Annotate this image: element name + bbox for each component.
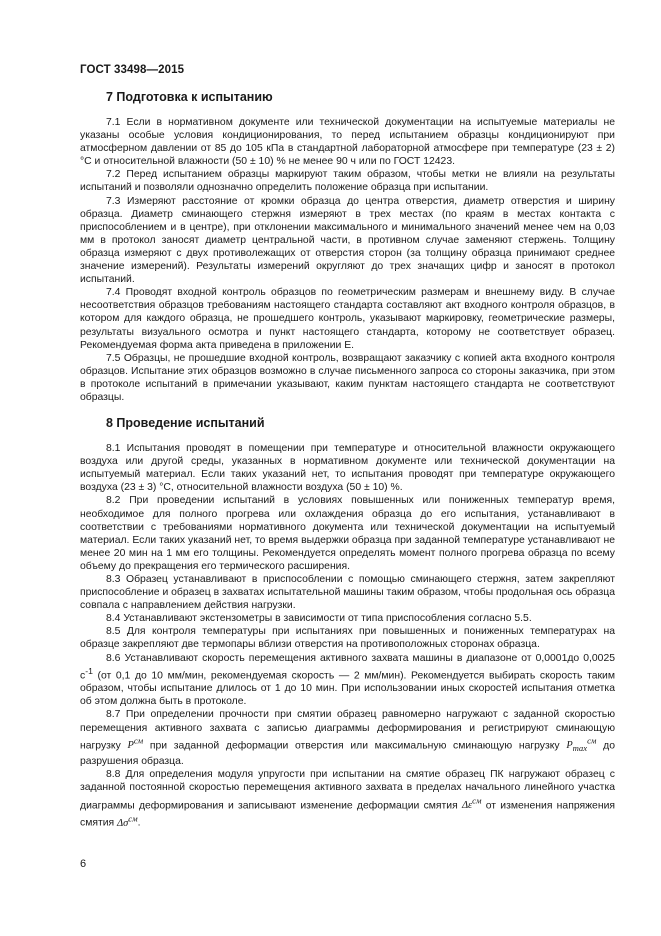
paragraph-8-7	[80, 708, 615, 768]
section-7	[80, 90, 615, 404]
p87-text-b: при заданной деформации отверстия или максимальную сминающую нагрузку	[143, 740, 567, 752]
formula-p-cm-symbol: P	[127, 740, 134, 752]
section-8-title: 8 Проведение испытаний	[106, 416, 265, 431]
paragraph-7-2: 7.2 Перед испытанием образцы маркируют таким образом, чтобы метки не влияли на результаты испытаний и позволяли однозначно определить положение образца при испытании.	[80, 169, 615, 194]
section-7-title: 7 Подготовка к испытанию	[106, 90, 273, 104]
formula-p-max-symbol: P	[566, 740, 573, 752]
paragraph-8-5: 8.5 Для контроля температуры при испытаниях при повышенных и пониженных температурах на образце закрепляют две термопары вблизи отверстия на противоположных сторонах образца.	[80, 626, 615, 651]
formula-delta-sigma	[117, 813, 138, 829]
formula-p-max-cm	[566, 735, 597, 754]
formula-delta-eps-symbol: Δε	[461, 799, 473, 811]
section-8	[80, 416, 615, 830]
p88-text-b: от изменения напряжения смятия	[80, 799, 616, 829]
p88-text-a: 8.8 Для определения модуля упругости при испытании на смятие образец ПК нагружают образец с заданной постоянной скоростью перемещения активного захвата в пределах начального линейного участка диаграммы деформирования и записывают изменение деформации смятия	[80, 769, 615, 811]
formula-delta-sigma-sup: см	[128, 813, 138, 824]
standard-header: ГОСТ 33498—2015	[80, 64, 185, 76]
formula-p-max-sub: max	[572, 743, 588, 754]
paragraph-8-1: 8.1 Испытания проводят в помещении при температуре и относительной влажности окружающего воздуха или другой среды, указанных в нормативном документе или технической документации на испытуемый материал. Если таких указаний нет, то испытания проводят при температуре окружающего воздуха (23 ± 3) °С, относительной влажности воздуха (50 ± 10) %.	[80, 443, 615, 494]
formula-delta-eps	[461, 795, 482, 811]
p88-text-c: .	[137, 817, 141, 829]
p86-text-b: (от 0,1 до 10 мм/мин, рекомендуемая скорость — 2 мм/мин). Рекомендуется выбирать скорость таким образом, чтобы испытание длилось от 1 до 10 мин. При использовании иных скоростей испытания отметка об этом должна быть в протоколе.	[80, 670, 615, 708]
paragraph-7-1: 7.1 Если в нормативном документе или технической документации на испытуемые материалы не указаны особые условия кондиционирования, то перед испытанием образцы кондиционируют при атмосферном давлении от 85 до 105 кПа в стандартной лабораторной атмосфере при температуре (23 ± 2) °С и относительной влажности (50 ± 10) % не менее 90 ч или по ГОСТ 12423.	[80, 117, 615, 168]
p86-exponent: -1	[85, 665, 93, 676]
paragraph-8-2: 8.2 При проведении испытаний в условиях повышенных или пониженных температур время, необходимое для полного прогрева или охлаждения образца до его испытания, устанавливают в соответствии с требованиями нормативного документа или технической документации на испытуемый материал. Если таких указаний нет, то время выдержки образца при заданной температуре устанавливают не менее 20 мин на 1 мм его толщины. Рекомендуется определять момент полного прогрева образца по всему объему до прекращения его термического расширения.	[80, 495, 615, 572]
p86-text-a: 8.6 Устанавливают скорость перемещения активного захвата машины в диапазоне от 0,0001до 0,0025 с	[80, 652, 615, 682]
formula-p-cm	[127, 735, 144, 752]
formula-p-max-sup: см	[587, 735, 597, 746]
p87-text-c: до разрушения образца.	[80, 740, 615, 768]
formula-p-cm-sup: см	[133, 735, 144, 746]
page-content	[80, 88, 615, 830]
paragraph-8-8	[80, 768, 615, 829]
paragraph-7-3: 7.3 Измеряют расстояние от кромки образца до центра отверстия, диаметр отверстия и ширину образца. Диаметр сминающего стержня измеряют в трех местах (по краям в местах контакта с приспособлением и в центре), при отклонении максимального и минимального значений менее чем на 0,03 мм в протокол заносят диаметр центральной части, в противном случае заменяют стержень. Толщину образца измеряют с двух противолежащих от отверстия сторон (за толщину образца принимают среднее значение измерений). Результаты измерений округляют до трех значащих цифр и заносят в протокол испытаний.	[80, 195, 615, 286]
page-number: 6	[80, 858, 87, 870]
paragraph-7-4: 7.4 Проводят входной контроль образцов по геометрическим размерам и внешнему виду. В случае несоответствия образцов требованиям настоящего стандарта составляют акт входного контроля образцов, в котором для каждого образца, не прошедшего контроль, указывают маркировку, геометрические размеры, результаты визуального осмотра и пункт настоящего стандарта, которому не соответствует образец. Рекомендуемая форма акта приведена в приложении Е.	[80, 287, 615, 351]
formula-delta-eps-sup: см	[472, 795, 482, 806]
paragraph-8-6	[80, 652, 615, 709]
p87-text-a: 8.7 При определении прочности при смятии образец равномерно нагружают с заданной скоростью перемещения активного захвата с записью диаграммы деформирования и регистрируют сминающую нагрузку	[80, 709, 615, 752]
paragraph-8-3: 8.3 Образец устанавливают в приспособлении с помощью сминающего стержня, затем закрепляют приспособление и образец в захватах испытательной машины таким образом, чтобы продольная ось образца совпала с направлением действия нагрузки.	[80, 574, 615, 612]
paragraph-7-5: 7.5 Образцы, не прошедшие входной контроль, возвращают заказчику с копией акта входного контроля образцов. Испытание этих образцов возможно в случае письменного запроса со стороны заказчика, при этом в протоколе испытаний в примечании указывают, каким пунктам настоящего стандарта не соответствуют образцы.	[80, 352, 615, 403]
formula-delta-sigma-symbol: Δσ	[117, 817, 129, 829]
paragraph-8-4: 8.4 Устанавливают экстензометры в зависимости от типа приспособления согласно 5.5.	[106, 613, 532, 625]
